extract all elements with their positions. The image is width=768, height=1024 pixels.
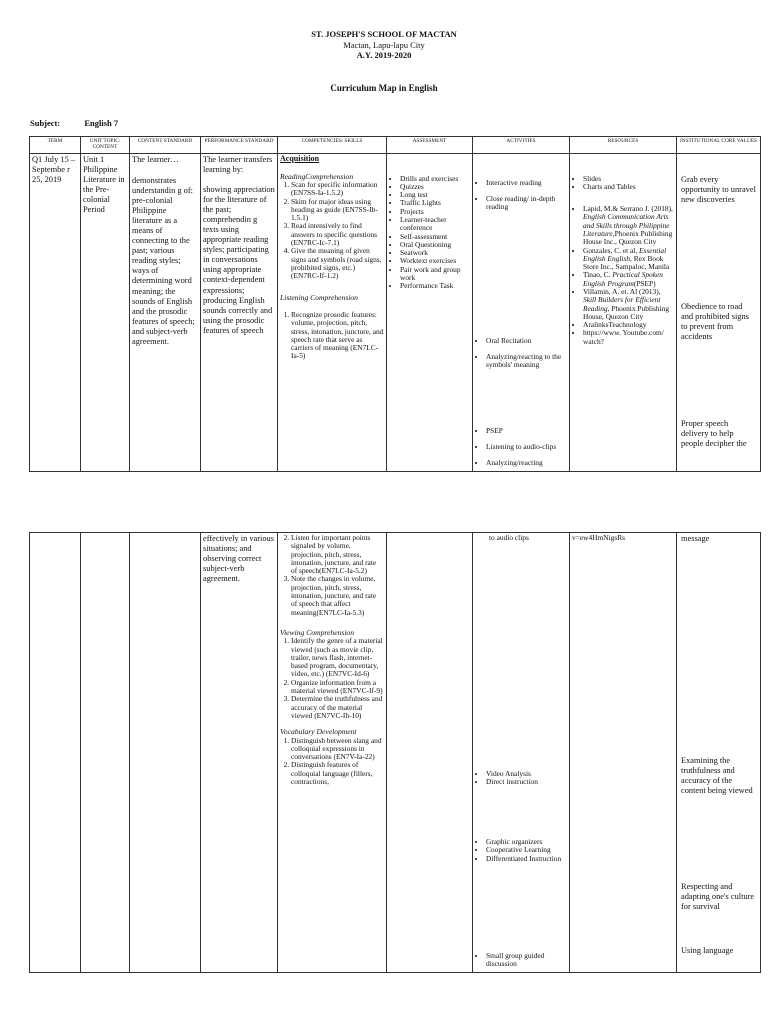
subject-label: Subject: — [30, 118, 61, 128]
activities-list — [475, 770, 567, 787]
list-item: • Drills and exercises — [400, 175, 470, 183]
list-item: 1. Identify the genre of a material viewed (such as movie clip, trailer, news flash, internet-based program, documentary, video, etc.) (EN7VC-Id-6) — [291, 637, 384, 678]
list-item: • Listening to audio-clips — [486, 443, 567, 451]
list-item: 3. Determine the truthfulness and accuracy of the material viewed (EN7VC-Ih-10) — [291, 695, 384, 720]
list-item: • PSEP — [486, 427, 567, 435]
table-row — [30, 153, 761, 471]
list-item: • Video Analysis — [486, 770, 567, 778]
list-item: • Graphic organizers — [486, 838, 567, 846]
list-item: • Interactive reading — [486, 179, 567, 187]
col-term: TERM — [30, 137, 81, 154]
list-item: 4. Give the meaning of given signs and symbols (road signs, prohibited signs, etc.) (EN7RC-If-1.2) — [291, 247, 384, 280]
school-address: Mactan, Lapu-lapu City — [343, 40, 425, 50]
list-item: • Analyzing/reacting — [486, 459, 567, 467]
core-value: Grab every opportunity to unravel new discoveries — [681, 174, 756, 204]
vocabulary-competency-list — [280, 737, 384, 787]
list-item: 3. Read intensively to find answers to specific questions (EN7RC-Ic-7.1) — [291, 222, 384, 247]
list-item: 2. Distinguish features of colloquial language (fillers, contractions, — [291, 761, 384, 786]
list-item: • Cooperative Learning — [486, 846, 567, 854]
competencies-cell — [280, 534, 384, 971]
viewing-comprehension-heading: Viewing Comprehension — [280, 627, 355, 637]
resources-cont[interactable]: v=ew4HmNigsRs — [572, 534, 626, 542]
listening-competency-list — [280, 534, 384, 617]
activity-cont: to audio clips — [489, 534, 529, 542]
content-standard-intro: The learner… — [132, 154, 179, 164]
col-assessment: ASSESSMENT — [387, 137, 473, 154]
assessment-list — [389, 175, 470, 291]
core-value: Respecting and adapting one's culture for survival — [681, 882, 755, 912]
term-cell: Q1 July 15 – Septembe r 25, 2019 — [32, 154, 76, 184]
resources-cell — [572, 155, 674, 470]
list-item: • AralinksTeachnology — [583, 321, 674, 329]
unit-cell: Unit 1 Philippine Literature in the Pre-colonial Period — [83, 154, 125, 215]
list-item: • Self-assessment — [400, 233, 470, 241]
list-item: 1. Scan for specific information (EN7SS-Ia-1.5.2) — [291, 181, 384, 198]
resource-link[interactable]: • https://www. Youtube.com/ watch? — [583, 329, 674, 346]
col-activities: ACTIVITIES — [473, 137, 570, 154]
core-value: Using language — [681, 946, 734, 955]
col-core-values: INSTITUTIONAL CORE VALUES — [677, 137, 761, 154]
subject-value: English 7 — [84, 118, 119, 128]
assessment-cell — [389, 155, 470, 470]
academic-year: A.Y. 2019-2020 — [356, 50, 412, 60]
list-item: • Long test — [400, 191, 470, 199]
list-item: • Analyzing/reacting to the symbols' meaning — [486, 353, 567, 370]
list-item: • Pair work and group work — [400, 266, 470, 283]
school-name: ST. JOSEPH'S SCHOOL OF MACTAN — [311, 29, 457, 39]
list-item: • Villamin, A. et. Al (2013), Skill Builders for Efficient Reading, Phoenix Publishing House, Quezon City — [583, 288, 674, 321]
listening-competency-list — [280, 311, 384, 361]
reading-comprehension-heading: ReadingComprehension — [280, 171, 354, 181]
col-unit: UNIT TOPIC: CONTENT — [81, 137, 130, 154]
list-item: • Seatwork — [400, 249, 470, 257]
list-item: • Traffic Lights — [400, 199, 470, 207]
list-item: • Oral Questioning — [400, 241, 470, 249]
list-item: • Gonzales, C. et al, Essential English English, Rex Book Store Inc., Sampaloc, Manila — [583, 247, 674, 272]
vocabulary-development-heading: Vocabulary Development — [280, 727, 357, 737]
list-item: • Quizzes — [400, 183, 470, 191]
resources-list — [572, 205, 674, 346]
list-item: • Worktext exercises — [400, 257, 470, 265]
list-item: • Performance Task — [400, 282, 470, 290]
activities-list — [475, 427, 567, 468]
competencies-cell — [280, 155, 384, 470]
activities-list — [475, 337, 567, 370]
curriculum-table-page-2 — [29, 532, 761, 973]
acquisition-heading: Acquisition — [280, 154, 320, 163]
list-item: • Slides — [583, 175, 674, 183]
list-item: • Projects — [400, 208, 470, 216]
list-item: • Charts and Tables — [583, 183, 674, 191]
performance-standard-cell — [203, 155, 275, 470]
core-values-cell — [679, 155, 758, 470]
col-competencies: COMPETENCIES/ SKILLS — [278, 137, 387, 154]
col-resources: RESOURCES — [570, 137, 677, 154]
subject-line — [30, 119, 140, 129]
list-item: • Tinao, C. Practical Spoken English Program(PSEP) — [583, 271, 674, 288]
reading-competency-list — [280, 181, 384, 280]
document-title: Curriculum Map in English — [330, 83, 438, 93]
performance-standard-intro: The learner transfers learning by: — [203, 154, 273, 174]
activities-cell — [475, 155, 567, 470]
table-row — [30, 533, 761, 973]
content-standard-text: demonstrates understandin g of: pre-colonial Philippine literature as a means of connecting to the past; various reading styles; ways of determining word meaning; the sounds of English and the prosodic features of speech; and subject-verb agreement. — [132, 175, 195, 346]
list-item: 2. Skim for major ideas using heading as guide (EN7SS-Ib-1.5.1) — [291, 198, 384, 223]
list-item: 1. Distinguish between slang and colloquial expressions in conversations (EN7V-Ia-22) — [291, 737, 384, 762]
list-item: • Differentiated Instruction — [486, 855, 567, 863]
list-item: 2. Organize information from a material viewed (EN7VC-If-9) — [291, 679, 384, 696]
viewing-competency-list — [280, 637, 384, 720]
activities-list — [475, 838, 567, 863]
list-item: 1. Recognize prosodic features: volume, projection, pitch, stress, intonation, juncture, and speech rate that serve as carriers of meaning (EN7LC-Ia-5) — [291, 311, 384, 361]
core-values-cell — [679, 534, 758, 971]
list-item: • Small group guided discussion — [486, 952, 567, 969]
content-standard-cell — [132, 155, 198, 470]
core-value: Examining the truthfulness and accuracy of the content being viewed — [681, 756, 753, 796]
list-item: • Learner-teacher conference — [400, 216, 470, 233]
activities-cell — [475, 534, 567, 971]
performance-standard-text: showing appreciation for the literature of the past; comprehendin g texts using appropriate reading styles; participating in conversations using appropriate context-dependent expressions; producing English sounds correctly and using the prosodic features of speech — [203, 184, 275, 335]
core-value: Obedience to road and prohibited signs to prevent from accidents — [681, 301, 749, 341]
col-content-standard: CONTENT STANDARD — [130, 137, 201, 154]
performance-standard-cont: effectively in various situations; and observing correct subject-verb agreement. — [203, 534, 275, 584]
list-item: • Lapid, M.& Serrano J. (2018), English Communication Arts and Skills through Philippine Literature,Phoenix Publishing House Inc., Quezon City — [583, 205, 674, 246]
curriculum-table-page-1 — [29, 136, 761, 472]
list-item: • Direct instruction — [486, 778, 567, 786]
col-performance-standard: PERFORMANCE STANDARD — [201, 137, 278, 154]
activities-list — [475, 179, 567, 212]
header-row — [30, 137, 761, 154]
listening-comprehension-heading: Listening Comprehension — [280, 293, 358, 303]
list-item: 3. Note the changes in volume, projection, pitch, stress, intonation, juncture, and rate of speech that affect meaning(EN7LC-Ia-5.3) — [291, 575, 384, 616]
list-item: • Close reading/ in-depth reading — [486, 195, 567, 212]
resources-list — [572, 175, 674, 192]
list-item: 2. Listen for important points signaled by volume, projection, pitch, stress, intonation, juncture, and rate of speech(EN7LC-Ia-5.2) — [291, 534, 384, 575]
list-item: • Oral Recitation — [486, 337, 567, 345]
activities-list — [475, 952, 567, 969]
core-value: Proper speech delivery to help people decipher the — [681, 418, 747, 448]
core-value: message — [681, 534, 710, 543]
